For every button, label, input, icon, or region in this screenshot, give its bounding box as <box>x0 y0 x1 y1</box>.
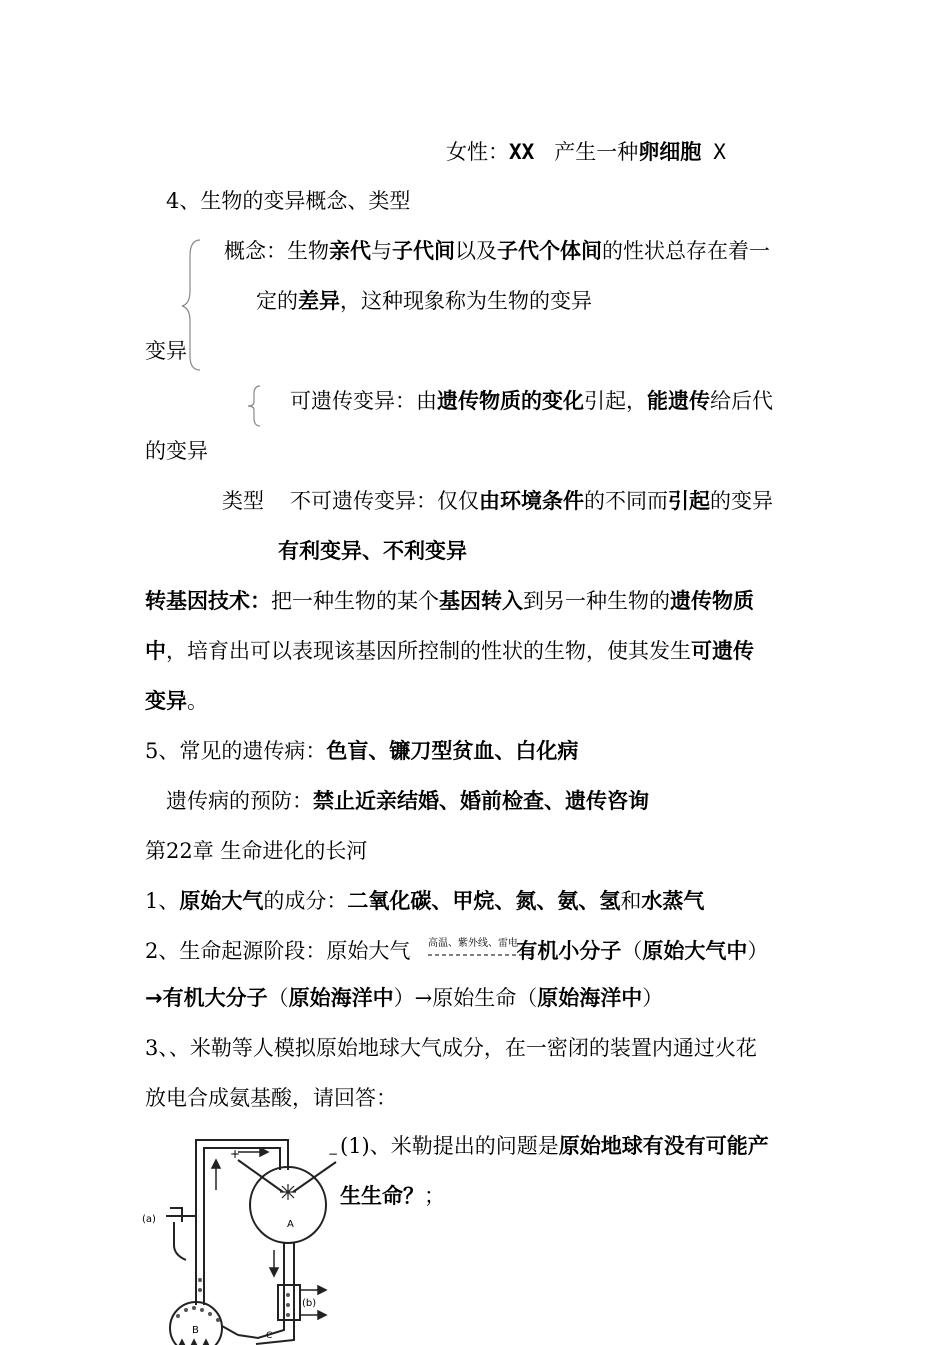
female-gamete-line: 女性：XX 产生一种卵细胞 X <box>446 140 726 164</box>
disease-prevention-line: 遗传病的预防：禁止近亲结婚、婚前检查、遗传咨询 <box>166 789 649 813</box>
label-port-b: (b) <box>302 1298 317 1309</box>
heritable-variation-line: 可遗传变异：由遗传物质的变化引起，能遗传给后代 <box>290 389 773 413</box>
variation-label: 变异 <box>145 339 187 363</box>
point-3-line-1: 3、、米勒等人模拟原始地球大气成分，在一密闭的装置内通过火花 <box>145 1036 757 1060</box>
miller-apparatus-diagram <box>138 1130 338 1345</box>
concept-line-2: 定的差异，这种现象称为生物的变异 <box>256 289 592 313</box>
concept-line-1: 概念：生物亲代与子代间以及子代个体间的性状总存在着一 <box>224 239 770 263</box>
chapter-22-title: 第22章 生命进化的长河 <box>145 839 368 863</box>
label-c: C <box>266 1331 273 1341</box>
question-1-line-1: (1)、米勒提出的问题是原始地球有没有可能产 <box>340 1134 769 1158</box>
good-bad-variation: 有利变异、不利变异 <box>278 539 467 563</box>
concept-brace-icon <box>182 236 222 376</box>
point-3-line-2: 放电合成氨基酸，请回答： <box>145 1086 397 1110</box>
types-brace-icon <box>246 384 266 428</box>
heritable-variation-tail: 的变异 <box>145 439 208 463</box>
transgenic-line-1: 转基因技术：把一种生物的某个基因转入到另一种生物的遗传物质 <box>145 589 754 613</box>
section-4-title: 4、生物的变异概念、类型 <box>166 189 411 213</box>
label-a: A <box>287 1219 294 1230</box>
transgenic-line-2: 中，培育出可以表现该基因所控制的性状的生物，使其发生可遗传 <box>145 639 754 663</box>
section-5-genetic-diseases: 5、常见的遗传病：色盲、镰刀型贫血、白化病 <box>145 739 579 763</box>
label-b: B <box>192 1325 199 1336</box>
label-minus: − <box>328 1147 339 1161</box>
label-port-a: (a) <box>142 1214 156 1225</box>
point-2-line-1: 2、生命起源阶段：原始大气 有机小分子（原始大气中） <box>145 939 769 963</box>
types-line: 类型 不可遗传变异：仅仅由环境条件的不同而引起的变异 <box>222 489 773 513</box>
reaction-arrow-icon <box>428 952 534 958</box>
label-plus: + <box>230 1147 241 1161</box>
point-2-line-2: →有机大分子（原始海洋中）→原始生命（原始海洋中） <box>145 986 664 1010</box>
transgenic-line-3: 变异。 <box>145 689 208 713</box>
reaction-conditions-label: 高温、紫外线、雷电 <box>428 938 518 949</box>
point-1-atmosphere: 1、原始大气的成分：二氧化碳、甲烷、氮、氨、氢和水蒸气 <box>145 889 705 913</box>
question-1-line-2: 生生命？； <box>340 1184 445 1208</box>
